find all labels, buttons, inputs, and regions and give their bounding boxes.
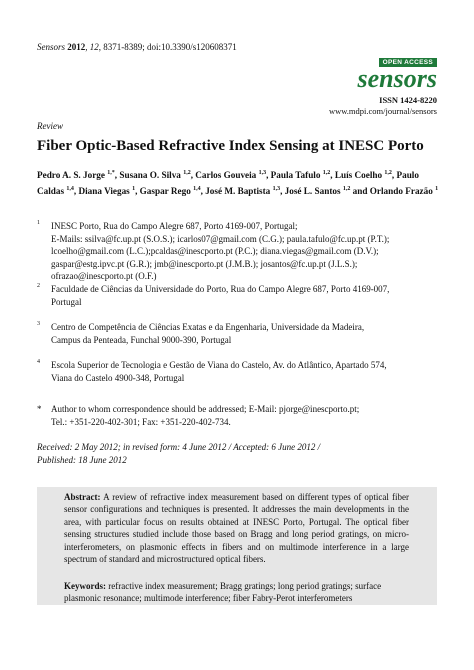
affiliation-item <box>37 359 437 384</box>
author-affiliation-marker: 1,* <box>107 170 115 176</box>
affiliation-line: ofrazao@inescporto.pt (O.F.) <box>51 271 157 281</box>
author-affiliation-marker: 1,4 <box>66 186 74 193</box>
author-name: Orlando Frazão <box>369 186 433 197</box>
keywords <box>64 580 409 605</box>
author-name: José L. Santos <box>284 186 341 197</box>
author-affiliation-marker: 1,3 <box>272 186 281 193</box>
paper-title: Fiber Optic-Based Refractive Index Sensing at INESC Porto <box>37 138 424 154</box>
affiliation-line: Faculdade de Ciências da Universidade do Porto, Rua do Campo Alegre 687, Porto 4169-007, <box>51 284 390 294</box>
abstract <box>64 491 409 565</box>
affiliation-line: INESC Porto, Rua do Campo Alegre 687, Porto 4169-007, Portugal; <box>51 221 298 231</box>
affiliation-number: 4 <box>37 359 40 365</box>
author-affiliation-marker: 1 <box>132 186 136 193</box>
journal-url[interactable]: www.mdpi.com/journal/sensors <box>328 106 437 116</box>
author-name: José M. Baptista <box>205 186 271 197</box>
correspondence-line: Author to whom correspondence should be addressed; E-Mail: pjorge@inescporto.pt; <box>51 404 360 414</box>
journal-reference: Sensors 2012, 12, 8371-8389; doi:10.3390/s120608371 <box>37 42 237 52</box>
correspondence-note <box>37 403 437 428</box>
affiliation-line: Escola Superior de Tecnologia e Gestão de Viana do Castelo, Av. do Atlântico, Apartado 574, <box>51 360 387 370</box>
author-name: Gaspar Rego <box>139 186 191 197</box>
publication-dates <box>37 441 437 466</box>
author-name: Carlos Gouveia <box>195 170 257 181</box>
author-name: Paulo Caldas <box>37 170 419 197</box>
author-name: Paula Tafulo <box>270 170 321 181</box>
author-affiliation-marker: 1,2 <box>342 186 351 193</box>
author-name: Susana O. Silva <box>119 170 181 181</box>
correspondence-star: * <box>37 404 42 414</box>
affiliation-line: Viana do Castelo 4900-348, Portugal <box>51 372 185 383</box>
author-name: Luís Coelho <box>334 170 383 181</box>
affiliation-line: lcoelho@gmail.com (L.C.);pcaldas@inescporto.pt (P.C.); diana.viegas@gmail.com (D.V.); <box>51 246 379 256</box>
author-name: Diana Viegas <box>78 186 130 197</box>
abstract-text: A review of refractive index measurement based on different types of optical fiber sensor configurations and techniques is presented. It addresses the main developments in the area, with particular focus on results obtained at INESC Porto, Portugal. The optical fiber sensing structures studied include those based on Bragg and long period gratings, on micro-interferometers, on plasmonic effects in fibers and on multimode interference in a large spectrum of standard and microstructured optical fibers. <box>64 492 409 565</box>
author-affiliation-marker: 1,2 <box>384 170 392 176</box>
abstract-label: Abstract: <box>64 492 101 502</box>
dates-line: Received: 2 May 2012; in revised form: 4 June 2012 / Accepted: 6 June 2012 / <box>37 442 321 452</box>
affiliation-line: Portugal <box>51 296 82 307</box>
author-affiliation-marker: 1,4 <box>193 186 201 193</box>
affiliation-line: Centro de Competência de Ciências Exatas e da Engenharia, Universidade da Madeira, <box>51 322 365 332</box>
affiliation-line: gaspar@estg.ipvc.pt (G.R.); jmb@inescporto.pt (J.M.B.); josantos@fc.up.pt (J.L.S.); <box>51 258 358 269</box>
affiliation-item <box>37 283 437 308</box>
author-affiliation-marker: 1,3 <box>258 170 267 176</box>
affiliation-number: 2 <box>37 283 40 289</box>
correspondence-line: Tel.: +351-220-402-301; Fax: +351-220-402-734. <box>51 416 231 427</box>
affiliation-item <box>37 220 437 283</box>
open-access-badge: OPEN ACCESS <box>379 58 437 67</box>
dates-line: Published: 18 June 2012 <box>37 454 127 465</box>
affiliation-item <box>37 321 437 346</box>
author-affiliation-marker: 1,2 <box>183 170 191 176</box>
journal-year: 2012 <box>67 42 86 52</box>
journal-name: Sensors <box>37 42 66 52</box>
keywords-label: Keywords: <box>64 581 106 591</box>
issn: ISSN 1424-8220 <box>379 95 437 105</box>
author-affiliation-marker: 1 <box>435 186 439 193</box>
affiliation-line: Campus da Penteada, Funchal 9000-390, Portugal <box>51 334 232 345</box>
affiliation-number: 1 <box>37 220 40 226</box>
keywords-text: refractive index measurement; Bragg gratings; long period gratings; surface plasmonic resonance; multimode interference; fiber Fabry-Perot interferometers <box>64 581 382 604</box>
journal-logo: sensors <box>357 64 437 93</box>
article-type: Review <box>37 121 63 131</box>
affiliation-number: 3 <box>37 321 40 327</box>
journal-volume: 12 <box>89 42 99 52</box>
affiliation-line: E-Mails: ssilva@fc.up.pt (S.O.S.); icarlos07@gmail.com (C.G.); paula.tafulo@fc.up.pt (P.T.); <box>51 233 390 244</box>
author-affiliation-marker: 1,2 <box>322 170 331 176</box>
journal-pages-doi: , 8371-8389; doi:10.3390/s120608371 <box>98 42 237 52</box>
author-list: Pedro A. S. Jorge $^{1,*}$, Susana O. Silva $^{1,2}$, Carlos Gouveia $^{1,3}$, Paula Tafulo $^{1,2}$, Luís Coelho $^{1,2}$, Paulo Caldas $^{1,4}$, Diana Viegas $^1$, Gaspar Rego $^{1,4}$, José M. Baptista $^{1,3}$, José L. Santos $^{1,2}$ and Orlando Frazão $^1$ <box>37 170 439 197</box>
author-name: Pedro A. S. Jorge <box>37 170 105 181</box>
